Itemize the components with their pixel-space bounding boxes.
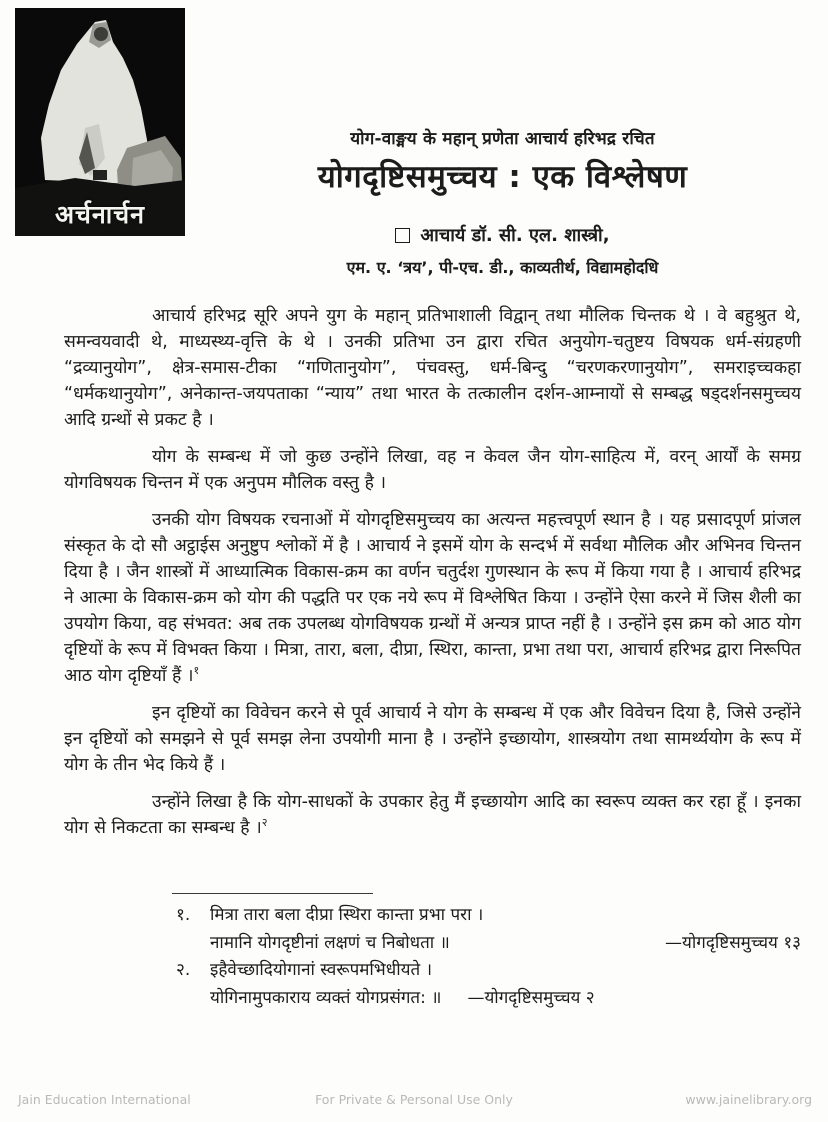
footnotes	[64, 902, 801, 1012]
paragraph-text: इन दृष्टियों का विवेचन करने से पूर्व आचार्य ने योग के सम्बन्ध में एक और विवेचन दिया है, जिसे उन्होंने इन दृष्टियों को समझने से पूर्व समझ लेना उपयोगी माना है । उन्होंने इच्छायोग, शास्त्रयोग तथा सामर्थ्ययोग के रूप में योग के तीन भेद किये हैं ।	[64, 703, 801, 775]
paragraph-text: उनकी योग विषयक रचनाओं में योगदृष्टिसमुच्चय का अत्यन्त महत्त्वपूर्ण स्थान है । यह प्रसादपूर्ण प्रांजल संस्कृत के दो सौ अट्ठाईस अनुष्टुप श्लोकों में है । आचार्य ने इसमें योग के सन्दर्भ में सर्वथा मौलिक और अभिनव चिन्तन दिया है । जैन शास्त्रों में आध्यात्मिक विकास-क्रम का वर्णन चतुर्दश गुणस्थान के रूप में किया गया है । आचार्य हरिभद्र ने आत्मा के विकास-क्रम को योग की पद्धति पर एक नये रूप में विश्लेषित किया । उन्होंने ऐसा करने में जिस शैली का उपयोग किया, वह संभवत: अब तक उपलब्ध योगविषयक ग्रन्थों में अन्यत्र प्राप्त नहीं है । उन्होंने इस क्रम को आठ योग दृष्टियों के रूप में विभक्त किया । मित्रा, तारा, बला, दीप्रा, स्थिरा, कान्ता, प्रभा तथा परा, आचार्य हरिभद्र द्वारा निरूपित आठ योग दृष्टियाँ हैं ।	[64, 510, 801, 686]
footnote-2-line2	[64, 985, 801, 1013]
author-credentials: एम. ए. ‘त्रय’, पी-एच. डी., काव्यतीर्थ, विद्यामहोदधि	[346, 258, 659, 277]
paragraph-text: योग के सम्बन्ध में जो कुछ उन्होंने लिखा, वह न केवल जैन योग-साहित्य में, वरन् आर्यों के समग्र योगविषयक चिन्तन में एक अनुपम मौलिक वस्तु है ।	[64, 447, 801, 493]
body-paragraph	[64, 789, 801, 841]
footer-publisher: Jain Education International	[18, 1092, 191, 1107]
footnote-2-number: २.	[176, 960, 191, 980]
body-paragraph	[64, 507, 801, 689]
footer-website: www.jainelibrary.org	[685, 1092, 812, 1107]
body-paragraph	[64, 303, 801, 433]
footnote-1-verse1: मित्रा तारा बला दीप्रा स्थिरा कान्ता प्रभा परा ।	[210, 905, 484, 925]
footnote-2-verse1: इहैवेच्छादियोगानां स्वरूपमभिधीयते ।	[210, 960, 433, 980]
footnote-1-line2	[64, 930, 801, 958]
body-paragraph	[64, 444, 801, 496]
footnote-ref: १	[193, 664, 200, 678]
footnote-2-source: —योगदृष्टिसमुच्चय २	[467, 987, 595, 1008]
footnote-1-verse2: नामानि योगदृष्टीनां लक्षणं च निबोधता ॥	[210, 932, 450, 953]
article-photo	[15, 8, 185, 236]
header-superline: योग-वाङ्मय के महान् प्रणेता आचार्य हरिभद्र रचित	[350, 129, 655, 149]
page-title: योगदृष्टिसमुच्चय : एक विश्लेषण	[317, 159, 688, 195]
paragraph-text: उन्होंने लिखा है कि योग-साधकों के उपकार हेतु मैं इच्छायोग आदि का स्वरूप व्यक्त कर रहा हूँ । इनका योग से निकटता का सम्बन्ध है ।	[64, 792, 801, 838]
author-name: आचार्य डॉ. सी. एल. शास्त्री,	[420, 225, 610, 246]
footnote-1-source: —योगदृष्टिसमुच्चय १३	[665, 932, 801, 953]
footnote-1-number: १.	[176, 905, 191, 925]
footnote-2-line1	[64, 957, 801, 985]
author-byline	[195, 223, 810, 247]
footnote-ref: २	[261, 816, 268, 830]
article-header	[195, 126, 810, 278]
footer-usage-note: For Private & Personal Use Only	[315, 1092, 513, 1107]
body-paragraph	[64, 700, 801, 778]
scan-footer	[0, 1092, 828, 1110]
paragraph-text: आचार्य हरिभद्र सूरि अपने युग के महान् प्रतिभाशाली विद्वान् तथा मौलिक चिन्तक थे । वे बहुश्रुत थे, समन्वयवादी थे, माध्यस्थ्य-वृत्ति के थे । उनकी प्रतिभा उन द्वारा रचित अनुयोग-चतुष्टय विषयक धर्म-संग्रहणी “द्रव्यानुयोग”, क्षेत्र-समास-टीका “गणितानुयोग”, पंचवस्तु, धर्म-बिन्दु “चरणकरणानुयोग”, समराइच्चकहा “धर्मकथानुयोग”, अनेकान्त-जयपताका “न्याय” तथा भारत के तत्कालीन दर्शन-आम्नायों से सम्बद्ध षड्दर्शनसमुच्चय आदि ग्रन्थों से प्रकट है ।	[64, 306, 801, 430]
article-body	[64, 303, 801, 852]
square-bullet-icon	[395, 228, 410, 243]
footnote-separator	[172, 893, 373, 894]
footnote-1-line1	[64, 902, 801, 930]
photo-caption: अर्चनार्चन	[54, 200, 146, 229]
footnote-2-verse2: योगिनामुपकाराय व्यक्तं योगप्रसंगत: ॥	[210, 987, 442, 1008]
